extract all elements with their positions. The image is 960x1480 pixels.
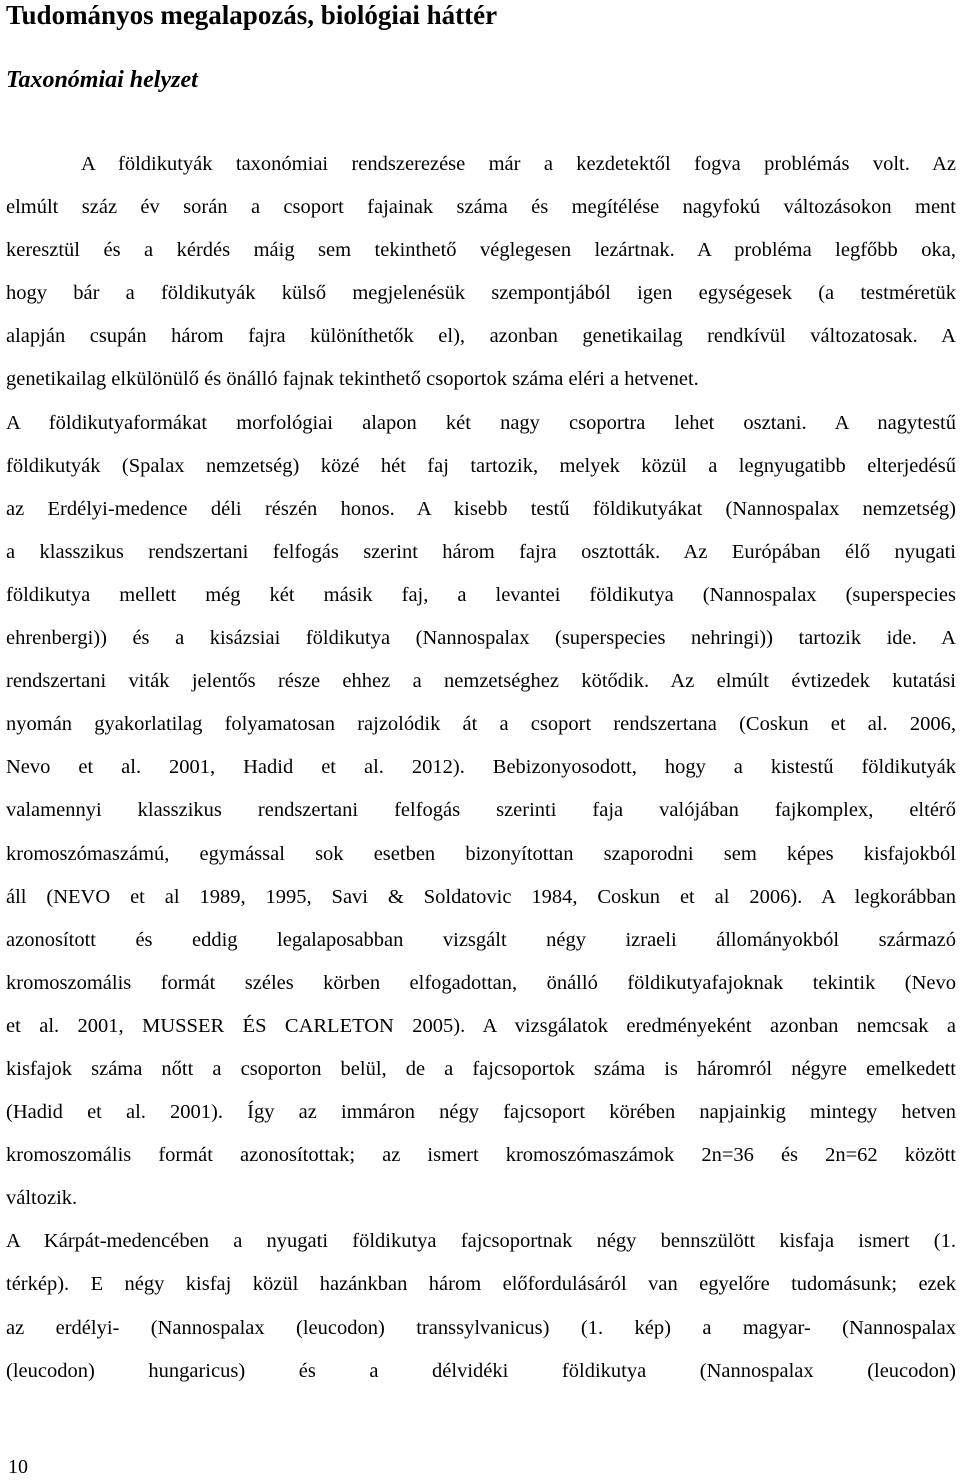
text-line: kisfajok száma nőtt a csoporton belül, de a fajcsoportok száma is háromról négyre emelkedett bbox=[6, 1057, 956, 1080]
text-line: kromoszómaszámú, egymással sok esetben bizonyítottan szaporodni sem képes kisfajokból bbox=[6, 842, 956, 865]
text-line: A földikutyaformákat morfológiai alapon két nagy csoportra lehet osztani. A nagytestű bbox=[6, 411, 956, 434]
text-line: áll (NEVO et al 1989, 1995, Savi & Soldatovic 1984, Coskun et al 2006). A legkorábban bbox=[6, 885, 956, 908]
body-text bbox=[6, 148, 956, 1398]
text-line: földikutyák (Spalax nemzetség) közé hét faj tartozik, melyek közül a legnyugatibb elterjedésű bbox=[6, 454, 956, 477]
text-line: a klasszikus rendszertani felfogás szerint három fajra osztották. Az Európában élő nyugati bbox=[6, 540, 956, 563]
page-number: 10 bbox=[8, 1456, 28, 1478]
text-line: keresztül és a kérdés máig sem tekinthető véglegesen lezártnak. A probléma legfőbb oka, bbox=[6, 239, 956, 262]
text-line: térkép). E négy kisfaj közül hazánkban három előfordulásáról van egyelőre tudomásunk; ezek bbox=[6, 1273, 956, 1296]
text-line: földikutya mellett még két másik faj, a levantei földikutya (Nannospalax (superspecies bbox=[6, 583, 956, 606]
text-line: alapján csupán három fajra különíthetők el), azonban genetikailag rendkívül változatosak. A bbox=[6, 325, 956, 348]
text-line: elmúlt száz év során a csoport fajainak száma és megítélése nagyfokú változásokon ment bbox=[6, 196, 956, 219]
text-line: az erdélyi- (Nannospalax (leucodon) transsylvanicus) (1. kép) a magyar- (Nannospalax bbox=[6, 1316, 956, 1339]
text-line: rendszertani viták jelentős része ehhez a nemzetséghez kötődik. Az elmúlt évtizedek kutatási bbox=[6, 670, 956, 693]
text-line: kromoszomális formát széles körben elfogadottan, önálló földikutyafajoknak tekintik (Nevo bbox=[6, 971, 956, 994]
text-line: ehrenbergi)) és a kisázsiai földikutya (Nannospalax (superspecies nehringi)) tartozik ide. A bbox=[6, 627, 956, 650]
subsection-heading: Taxonómiai helyzet bbox=[6, 67, 198, 93]
text-line: (Hadid et al. 2001). Így az immáron négy fajcsoport körében napjainkig mintegy hetven bbox=[6, 1101, 956, 1124]
text-line: változik. bbox=[6, 1187, 78, 1210]
text-line: kromoszomális formát azonosítottak; az ismert kromoszómaszámok 2n=36 és 2n=62 között bbox=[6, 1144, 956, 1167]
text-line: azonosított és eddig legalaposabban vizsgált négy izraeli állományokból származó bbox=[6, 928, 956, 951]
text-line: valamennyi klasszikus rendszertani felfogás szerinti faja valójában fajkomplex, eltérő bbox=[6, 799, 956, 822]
text-line: (leucodon) hungaricus) és a délvidéki földikutya (Nannospalax (leucodon) bbox=[6, 1359, 956, 1382]
text-line: nyomán gyakorlatilag folyamatosan rajzolódik át a csoport rendszertana (Coskun et al. 2006, bbox=[6, 713, 956, 736]
text-line: A Kárpát-medencében a nyugati földikutya fajcsoportnak négy bennszülött kisfaja ismert (1. bbox=[6, 1230, 956, 1253]
text-line: genetikailag elkülönülő és önálló fajnak tekinthető csoportok száma eléri a hetvenet. bbox=[6, 368, 699, 391]
section-heading: Tudományos megalapozás, biológiai háttér bbox=[6, 0, 498, 30]
text-line: Nevo et al. 2001, Hadid et al. 2012). Bebizonyosodott, hogy a kistestű földikutyák bbox=[6, 756, 956, 779]
text-line: hogy bár a földikutyák külső megjelenésük szempontjából igen egységesek (a testméretük bbox=[6, 282, 956, 305]
text-line: et al. 2001, MUSSER ÉS CARLETON 2005). A vizsgálatok eredményeként azonban nemcsak a bbox=[6, 1014, 956, 1037]
text-line: A földikutyák taxonómiai rendszerezése már a kezdetektől fogva problémás volt. Az bbox=[81, 153, 956, 175]
text-line: az Erdélyi-medence déli részén honos. A kisebb testű földikutyákat (Nannospalax nemzetség) bbox=[6, 497, 956, 520]
